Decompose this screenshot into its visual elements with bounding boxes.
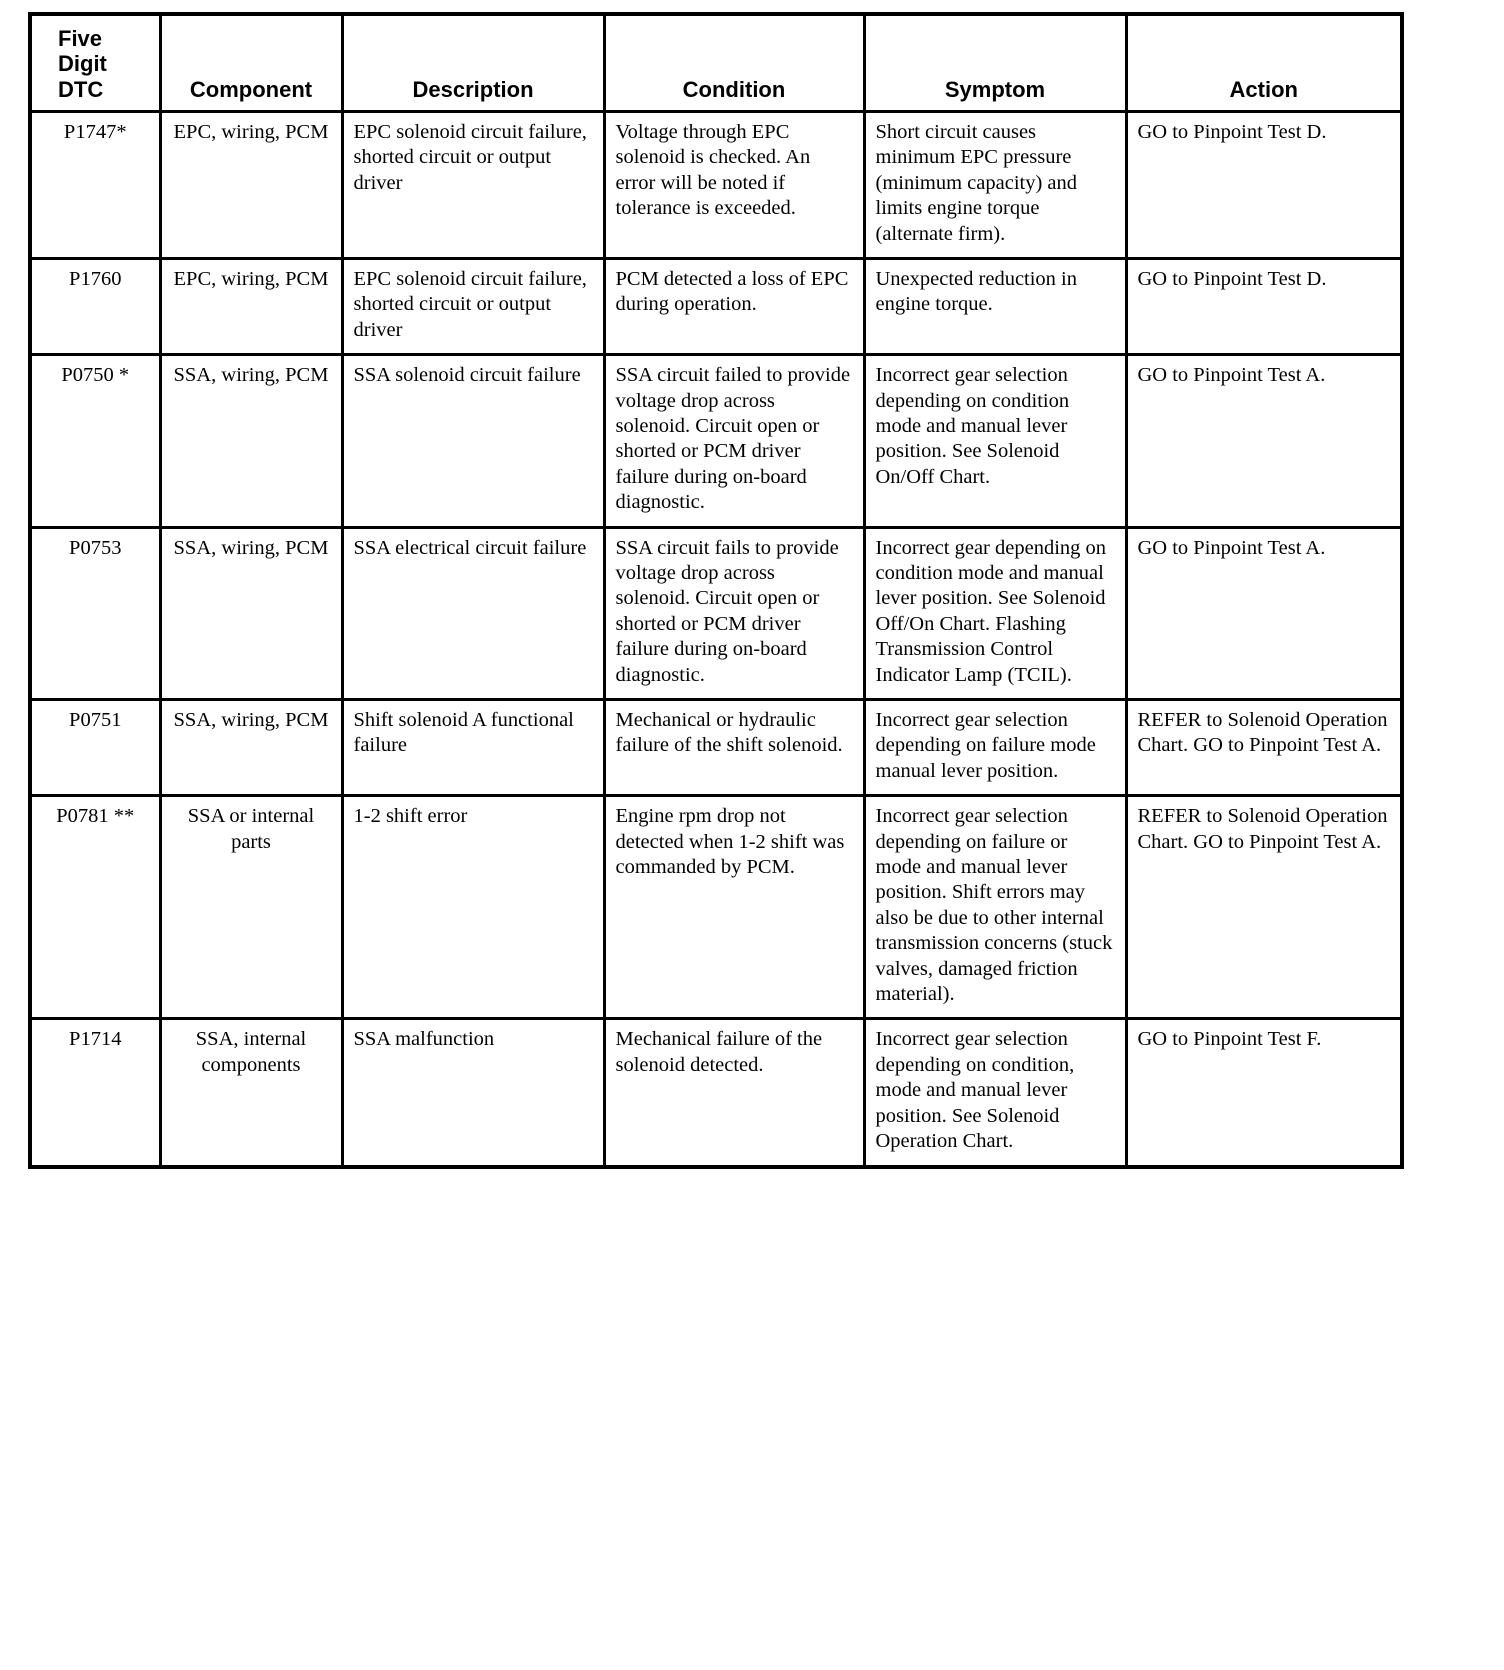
cell-component: SSA, wiring, PCM xyxy=(160,527,342,699)
table-row xyxy=(30,1019,1402,1167)
cell-symptom: Short circuit causes minimum EPC pressure (minimum capacity) and limits engine torque (alternate firm). xyxy=(864,111,1126,258)
column-header-description: Description xyxy=(342,14,604,111)
cell-condition: Mechanical failure of the solenoid detected. xyxy=(604,1019,864,1167)
cell-condition: Voltage through EPC solenoid is checked. An error will be noted if tolerance is exceeded. xyxy=(604,111,864,258)
cell-symptom: Incorrect gear selection depending on failure mode manual lever position. xyxy=(864,700,1126,796)
cell-description: SSA malfunction xyxy=(342,1019,604,1167)
cell-description: EPC solenoid circuit failure, shorted circuit or output driver xyxy=(342,258,604,354)
cell-dtc: P0781 ** xyxy=(30,796,160,1019)
table-row xyxy=(30,111,1402,258)
cell-component: SSA, wiring, PCM xyxy=(160,700,342,796)
cell-dtc: P0753 xyxy=(30,527,160,699)
cell-action: GO to Pinpoint Test D. xyxy=(1126,111,1402,258)
cell-action: REFER to Solenoid Operation Chart. GO to Pinpoint Test A. xyxy=(1126,796,1402,1019)
table-row xyxy=(30,700,1402,796)
cell-description: EPC solenoid circuit failure, shorted circuit or output driver xyxy=(342,111,604,258)
cell-dtc: P1747* xyxy=(30,111,160,258)
table-row xyxy=(30,258,1402,354)
dtc-diagnostic-table xyxy=(28,12,1404,1169)
header-row xyxy=(30,14,1402,111)
cell-symptom: Incorrect gear selection depending on failure or mode and manual lever position. Shift errors may also be due to other internal transmission concerns (stuck valves, damaged friction material). xyxy=(864,796,1126,1019)
cell-dtc: P1714 xyxy=(30,1019,160,1167)
cell-symptom: Incorrect gear depending on condition mode and manual lever position. See Solenoid Off/On Chart. Flashing Transmission Control Indicator Lamp (TCIL). xyxy=(864,527,1126,699)
column-header-dtc: Five Digit DTC xyxy=(30,14,160,111)
cell-condition: SSA circuit fails to provide voltage drop across solenoid. Circuit open or shorted or PCM driver failure during on-board diagnostic. xyxy=(604,527,864,699)
cell-description: Shift solenoid A functional failure xyxy=(342,700,604,796)
column-header-condition: Condition xyxy=(604,14,864,111)
cell-action: GO to Pinpoint Test F. xyxy=(1126,1019,1402,1167)
cell-component: SSA, wiring, PCM xyxy=(160,355,342,527)
cell-dtc: P0750 * xyxy=(30,355,160,527)
cell-symptom: Incorrect gear selection depending on condition mode and manual lever position. See Solenoid On/Off Chart. xyxy=(864,355,1126,527)
cell-action: GO to Pinpoint Test A. xyxy=(1126,527,1402,699)
cell-component: EPC, wiring, PCM xyxy=(160,111,342,258)
cell-condition: SSA circuit failed to provide voltage drop across solenoid. Circuit open or shorted or PCM driver failure during on-board diagnostic. xyxy=(604,355,864,527)
cell-component: SSA, internal components xyxy=(160,1019,342,1167)
column-header-symptom: Symptom xyxy=(864,14,1126,111)
table-row xyxy=(30,796,1402,1019)
cell-action: GO to Pinpoint Test A. xyxy=(1126,355,1402,527)
cell-dtc: P0751 xyxy=(30,700,160,796)
cell-description: 1-2 shift error xyxy=(342,796,604,1019)
cell-description: SSA electrical circuit failure xyxy=(342,527,604,699)
cell-condition: Mechanical or hydraulic failure of the shift solenoid. xyxy=(604,700,864,796)
cell-condition: Engine rpm drop not detected when 1-2 shift was commanded by PCM. xyxy=(604,796,864,1019)
cell-component: EPC, wiring, PCM xyxy=(160,258,342,354)
cell-description: SSA solenoid circuit failure xyxy=(342,355,604,527)
table-row xyxy=(30,355,1402,527)
column-header-component: Component xyxy=(160,14,342,111)
cell-action: GO to Pinpoint Test D. xyxy=(1126,258,1402,354)
cell-symptom: Incorrect gear selection depending on condition, mode and manual lever position. See Solenoid Operation Chart. xyxy=(864,1019,1126,1167)
cell-component: SSA or internal parts xyxy=(160,796,342,1019)
column-header-action: Action xyxy=(1126,14,1402,111)
cell-action: REFER to Solenoid Operation Chart. GO to Pinpoint Test A. xyxy=(1126,700,1402,796)
cell-dtc: P1760 xyxy=(30,258,160,354)
table-row xyxy=(30,527,1402,699)
cell-symptom: Unexpected reduction in engine torque. xyxy=(864,258,1126,354)
cell-condition: PCM detected a loss of EPC during operation. xyxy=(604,258,864,354)
